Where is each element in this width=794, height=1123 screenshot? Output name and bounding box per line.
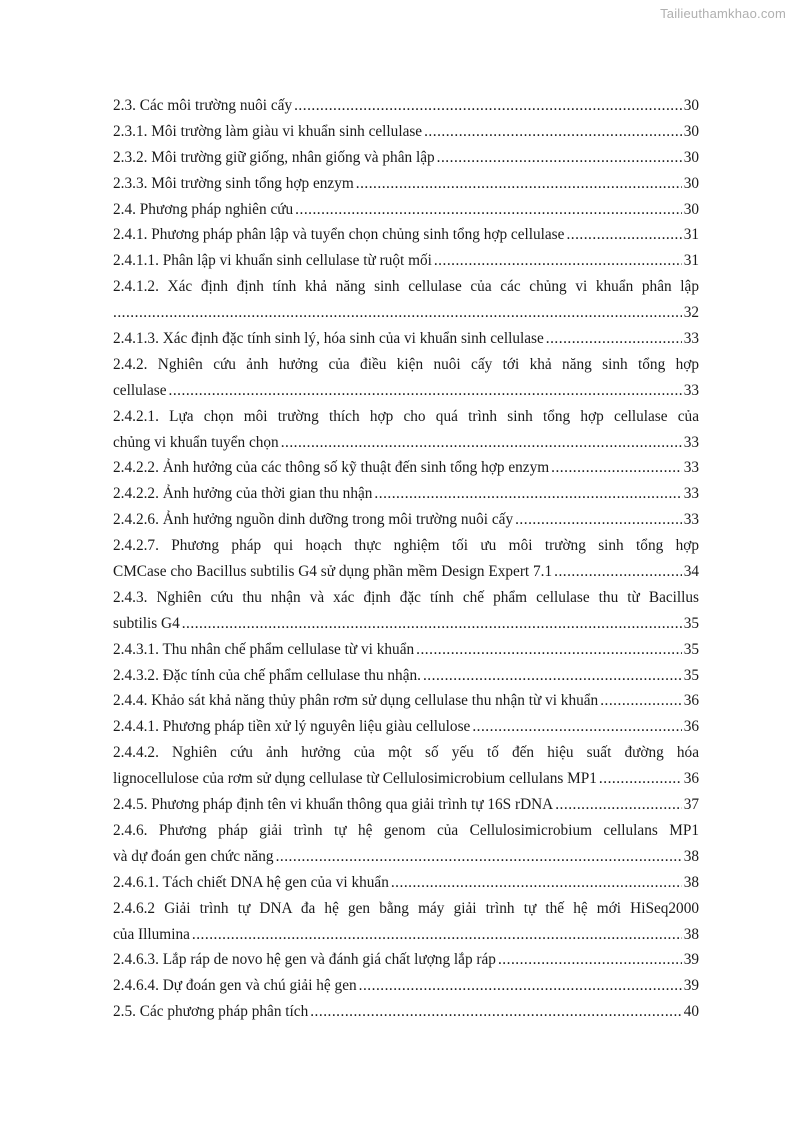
toc-entry[interactable] [113,352,699,404]
toc-page-number: 38 [683,925,699,943]
toc-page-number: 38 [683,873,699,891]
toc-leader-dots [437,145,682,171]
toc-entry-title: 2.4.2.2. Ảnh hưởng của các thông số kỹ thuật đến sinh tổng hợp enzym [113,459,550,477]
toc-entry-title-line: 2.4.6. Phương pháp giải trình tự hệ genom của Cellulosimicrobium cellulans MP1 [113,821,699,839]
toc-page-number: 33 [683,459,699,477]
toc-page-number: 36 [683,770,699,788]
toc-leader-dots [295,197,682,223]
toc-leader-dots [391,870,682,896]
toc-entry[interactable] [113,792,699,818]
toc-leader-dots [472,714,681,740]
toc-entry[interactable] [113,637,699,663]
toc-page-number: 30 [683,174,699,192]
toc-page-number: 33 [683,485,699,503]
toc-entry-title: 2.3.1. Môi trường làm giàu vi khuẩn sinh cellulase [113,122,423,140]
toc-leader-dots [554,559,682,585]
toc-entry[interactable] [113,663,699,689]
toc-entry-title: 2.4. Phương pháp nghiên cứu [113,200,294,218]
toc-entry-title: 2.4.1.3. Xác định đặc tính sinh lý, hóa sinh của vi khuẩn sinh cellulase [113,330,544,348]
toc-leader-dots [555,792,681,818]
toc-entry[interactable] [113,818,699,870]
toc-entry-title: 2.4.1.1. Phân lập vi khuẩn sinh cellulase từ ruột mối [113,252,432,270]
toc-page-number: 34 [683,563,699,581]
toc-entry-title: 2.4.6.1. Tách chiết DNA hệ gen của vi khuẩn [113,873,389,891]
toc-page-number: 39 [683,951,699,969]
toc-leader-dots [551,455,682,481]
toc-page-number: 39 [683,977,699,995]
toc-entry-title: 2.4.1. Phương pháp phân lập và tuyển chọn chủng sinh tổng hợp cellulase [113,226,565,244]
toc-leader-dots [566,222,681,248]
toc-entry[interactable] [113,197,699,223]
toc-leader-dots [356,171,682,197]
toc-page-number: 36 [683,718,699,736]
toc-page-number: 36 [683,692,699,710]
toc-page-number: 33 [683,511,699,529]
toc-entry-title: 2.4.4.1. Phương pháp tiền xử lý nguyên liệu giàu cellulose [113,718,471,736]
toc-entry-title-line: 2.4.2.7. Phương pháp qui hoạch thực nghiệm tối ưu môi trường sinh tổng hợp [113,537,699,555]
toc-page-number: 32 [683,304,699,322]
toc-entry[interactable] [113,171,699,197]
toc-entry[interactable] [113,533,699,585]
toc-page-number: 35 [683,614,699,632]
toc-leader-dots [182,611,682,637]
toc-entry[interactable] [113,455,699,481]
toc-leader-dots [310,999,681,1025]
toc-entry-title: 2.3.3. Môi trường sinh tổng hợp enzym [113,174,354,192]
toc-entry[interactable] [113,248,699,274]
toc-leader-dots [599,766,682,792]
toc-entry[interactable] [113,714,699,740]
toc-entry[interactable] [113,688,699,714]
toc-entry[interactable] [113,145,699,171]
toc-entry[interactable] [113,404,699,456]
toc-leader-dots [281,430,682,456]
toc-page-number: 30 [683,200,699,218]
toc-leader-dots [276,844,682,870]
toc-entry-title-line: 2.4.6.2 Giải trình tự DNA đa hệ gen bằng máy giải trình tự thế hệ mới HiSeq2000 [113,899,699,917]
toc-entry[interactable] [113,896,699,948]
toc-leader-dots [192,922,682,948]
toc-entry-title: CMCase cho Bacillus subtilis G4 sử dụng phần mềm Design Expert 7.1 [113,563,553,581]
toc-entry-title: 2.4.2.2. Ảnh hưởng của thời gian thu nhận [113,485,373,503]
toc-page-number: 33 [683,433,699,451]
toc-entry-title-line: 2.4.1.2. Xác định định tính khả năng sinh cellulase của các chủng vi khuẩn phân lập [113,278,699,296]
toc-entry-title: chủng vi khuẩn tuyển chọn [113,433,279,451]
toc-entry[interactable] [113,274,699,326]
toc-entry-title-line: 2.4.3. Nghiên cứu thu nhận và xác định đặc tính chế phẩm cellulase thu từ Bacillus [113,588,699,606]
toc-entry[interactable] [113,481,699,507]
toc-entry[interactable] [113,119,699,145]
toc-leader-dots [424,119,682,145]
toc-entry[interactable] [113,93,699,119]
toc-leader-dots [515,507,682,533]
toc-leader-dots [423,663,682,689]
toc-entry-title: 2.3.2. Môi trường giữ giống, nhân giống và phân lập [113,148,435,166]
toc-leader-dots [359,973,682,999]
toc-entry[interactable] [113,999,699,1025]
toc-entry-title: 2.4.6.4. Dự đoán gen và chú giải hệ gen [113,977,357,995]
toc-page-number: 30 [683,97,699,114]
toc-entry-title: cellulase [113,381,167,399]
toc-leader-dots [600,688,682,714]
toc-entry-title: của Illumina [113,925,190,943]
toc-leader-dots [113,300,682,326]
toc-entry-title: subtilis G4 [113,614,180,632]
toc-leader-dots [374,481,681,507]
toc-leader-dots [546,326,682,352]
toc-entry-title: 2.4.6.3. Lắp ráp de novo hệ gen và đánh giá chất lượng lắp ráp [113,951,496,969]
toc-entry[interactable] [113,507,699,533]
toc-leader-dots [416,637,682,663]
toc-entry-title: lignocellulose của rơm sử dụng cellulase từ Cellulosimicrobium cellulans MP1 [113,770,597,788]
toc-entry[interactable] [113,585,699,637]
toc-entry[interactable] [113,870,699,896]
toc-entry-title-line: 2.4.2.1. Lựa chọn môi trường thích hợp cho quá trình sinh tổng hợp cellulase của [113,407,699,425]
toc-entry-title: 2.4.4. Khảo sát khả năng thủy phân rơm sử dụng cellulase thu nhận từ vi khuẩn [113,692,599,710]
toc-page-number: 30 [683,148,699,166]
toc-page-number: 33 [683,330,699,348]
toc-entry-title: và dự đoán gen chức năng [113,847,274,865]
toc-entry[interactable] [113,326,699,352]
toc-page-number: 35 [683,666,699,684]
toc-page-number: 37 [683,796,699,814]
toc-entry-title: 2.3. Các môi trường nuôi cấy [113,97,293,114]
toc-page-number: 30 [683,122,699,140]
toc-entry-title: 2.4.5. Phương pháp định tên vi khuẩn thông qua giải trình tự 16S rDNA [113,796,554,814]
toc-page-number: 31 [683,252,699,270]
toc-entry-title: 2.5. Các phương pháp phân tích [113,1003,309,1021]
toc-page-number: 35 [683,640,699,658]
toc-leader-dots [294,93,682,119]
toc-entry[interactable] [113,973,699,999]
toc-page-number: 31 [683,226,699,244]
toc-page-number: 38 [683,847,699,865]
toc-leader-dots [434,248,682,274]
toc-page-number: 40 [683,1003,699,1021]
table-of-contents [113,93,699,1025]
toc-entry-title-line: 2.4.2. Nghiên cứu ảnh hưởng của điều kiện nuôi cấy tới khả năng sinh tổng hợp [113,355,699,373]
toc-page-number: 33 [683,381,699,399]
toc-entry[interactable] [113,740,699,792]
toc-entry[interactable] [113,222,699,248]
watermark: Tailieuthamkhao.com [660,6,786,21]
toc-entry[interactable] [113,947,699,973]
toc-leader-dots [169,378,682,404]
toc-entry-title: 2.4.3.2. Đặc tính của chế phẩm cellulase thu nhận. [113,666,421,684]
toc-entry-title: 2.4.3.1. Thu nhân chế phẩm cellulase từ vi khuẩn [113,640,415,658]
toc-entry-title-line: 2.4.4.2. Nghiên cứu ảnh hưởng của một số yếu tố đến hiệu suất đường hóa [113,744,699,762]
toc-entry-title: 2.4.2.6. Ảnh hưởng nguồn dinh dưỡng trong môi trường nuôi cấy [113,511,514,529]
toc-leader-dots [498,947,682,973]
